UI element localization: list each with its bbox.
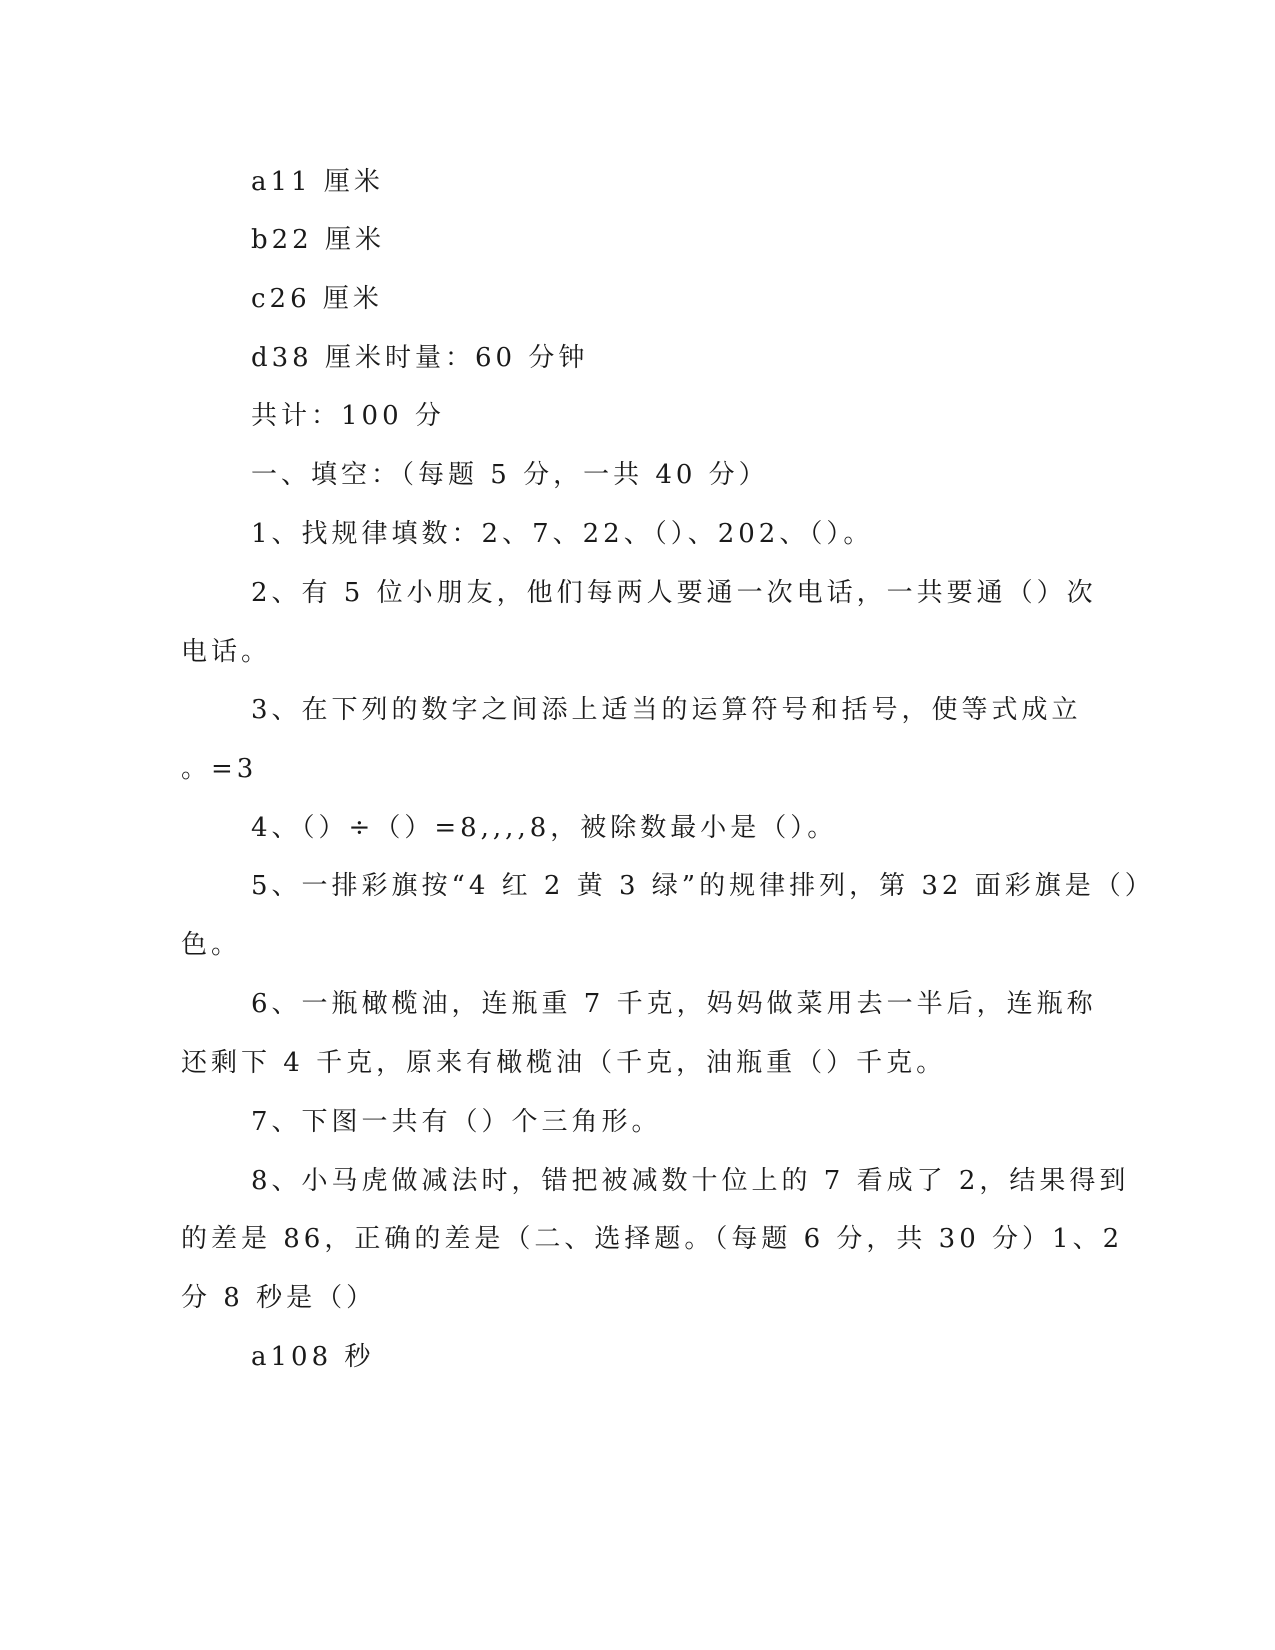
question-2-line-1: 2、有 5 位小朋友，他们每两人要通一次电话，一共要通（）次 bbox=[251, 578, 1097, 608]
question-5-line-1: 5、一排彩旗按“4 红 2 黄 3 绿”的规律排列，第 32 面彩旗是（） bbox=[251, 871, 1155, 901]
question-8-line-2: 的差是 86，正确的差是（二、选择题。（每题 6 分，共 30 分）1、2 bbox=[181, 1224, 1124, 1254]
option-c-26cm: c26 厘米 bbox=[251, 284, 383, 314]
question-8-line-3: 分 8 秒是（） bbox=[181, 1283, 377, 1313]
question-2-line-2: 电话。 bbox=[181, 637, 272, 667]
question-4: 4、（）÷（）=8,,,,8，被除数最小是（）。 bbox=[251, 813, 838, 843]
option-a-11cm: a11 厘米 bbox=[251, 167, 384, 197]
option-a-108-seconds: a108 秒 bbox=[251, 1342, 375, 1372]
question-5-line-2: 色。 bbox=[181, 930, 242, 960]
section-heading-fill-blank: 一、填空：（每题 5 分，一共 40 分） bbox=[251, 460, 769, 490]
question-8-line-1: 8、小马虎做减法时，错把被减数十位上的 7 看成了 2，结果得到 bbox=[251, 1166, 1130, 1196]
option-d-38cm-time: d38 厘米时量：60 分钟 bbox=[251, 343, 589, 373]
question-6-line-1: 6、一瓶橄榄油，连瓶重 7 千克，妈妈做菜用去一半后，连瓶称 bbox=[251, 989, 1097, 1019]
question-3-line-1: 3、在下列的数字之间添上适当的运算符号和括号，使等式成立 bbox=[251, 695, 1082, 725]
option-b-22cm: b22 厘米 bbox=[251, 225, 385, 255]
question-6-line-2: 还剩下 4 千克，原来有橄榄油（千克，油瓶重（）千克。 bbox=[181, 1048, 947, 1078]
total-score: 共计：100 分 bbox=[251, 401, 445, 431]
question-7: 7、下图一共有（）个三角形。 bbox=[251, 1107, 662, 1137]
question-3-line-2: 。=3 bbox=[181, 754, 258, 784]
question-1: 1、找规律填数：2、7、22、（）、202、（）。 bbox=[251, 519, 874, 549]
